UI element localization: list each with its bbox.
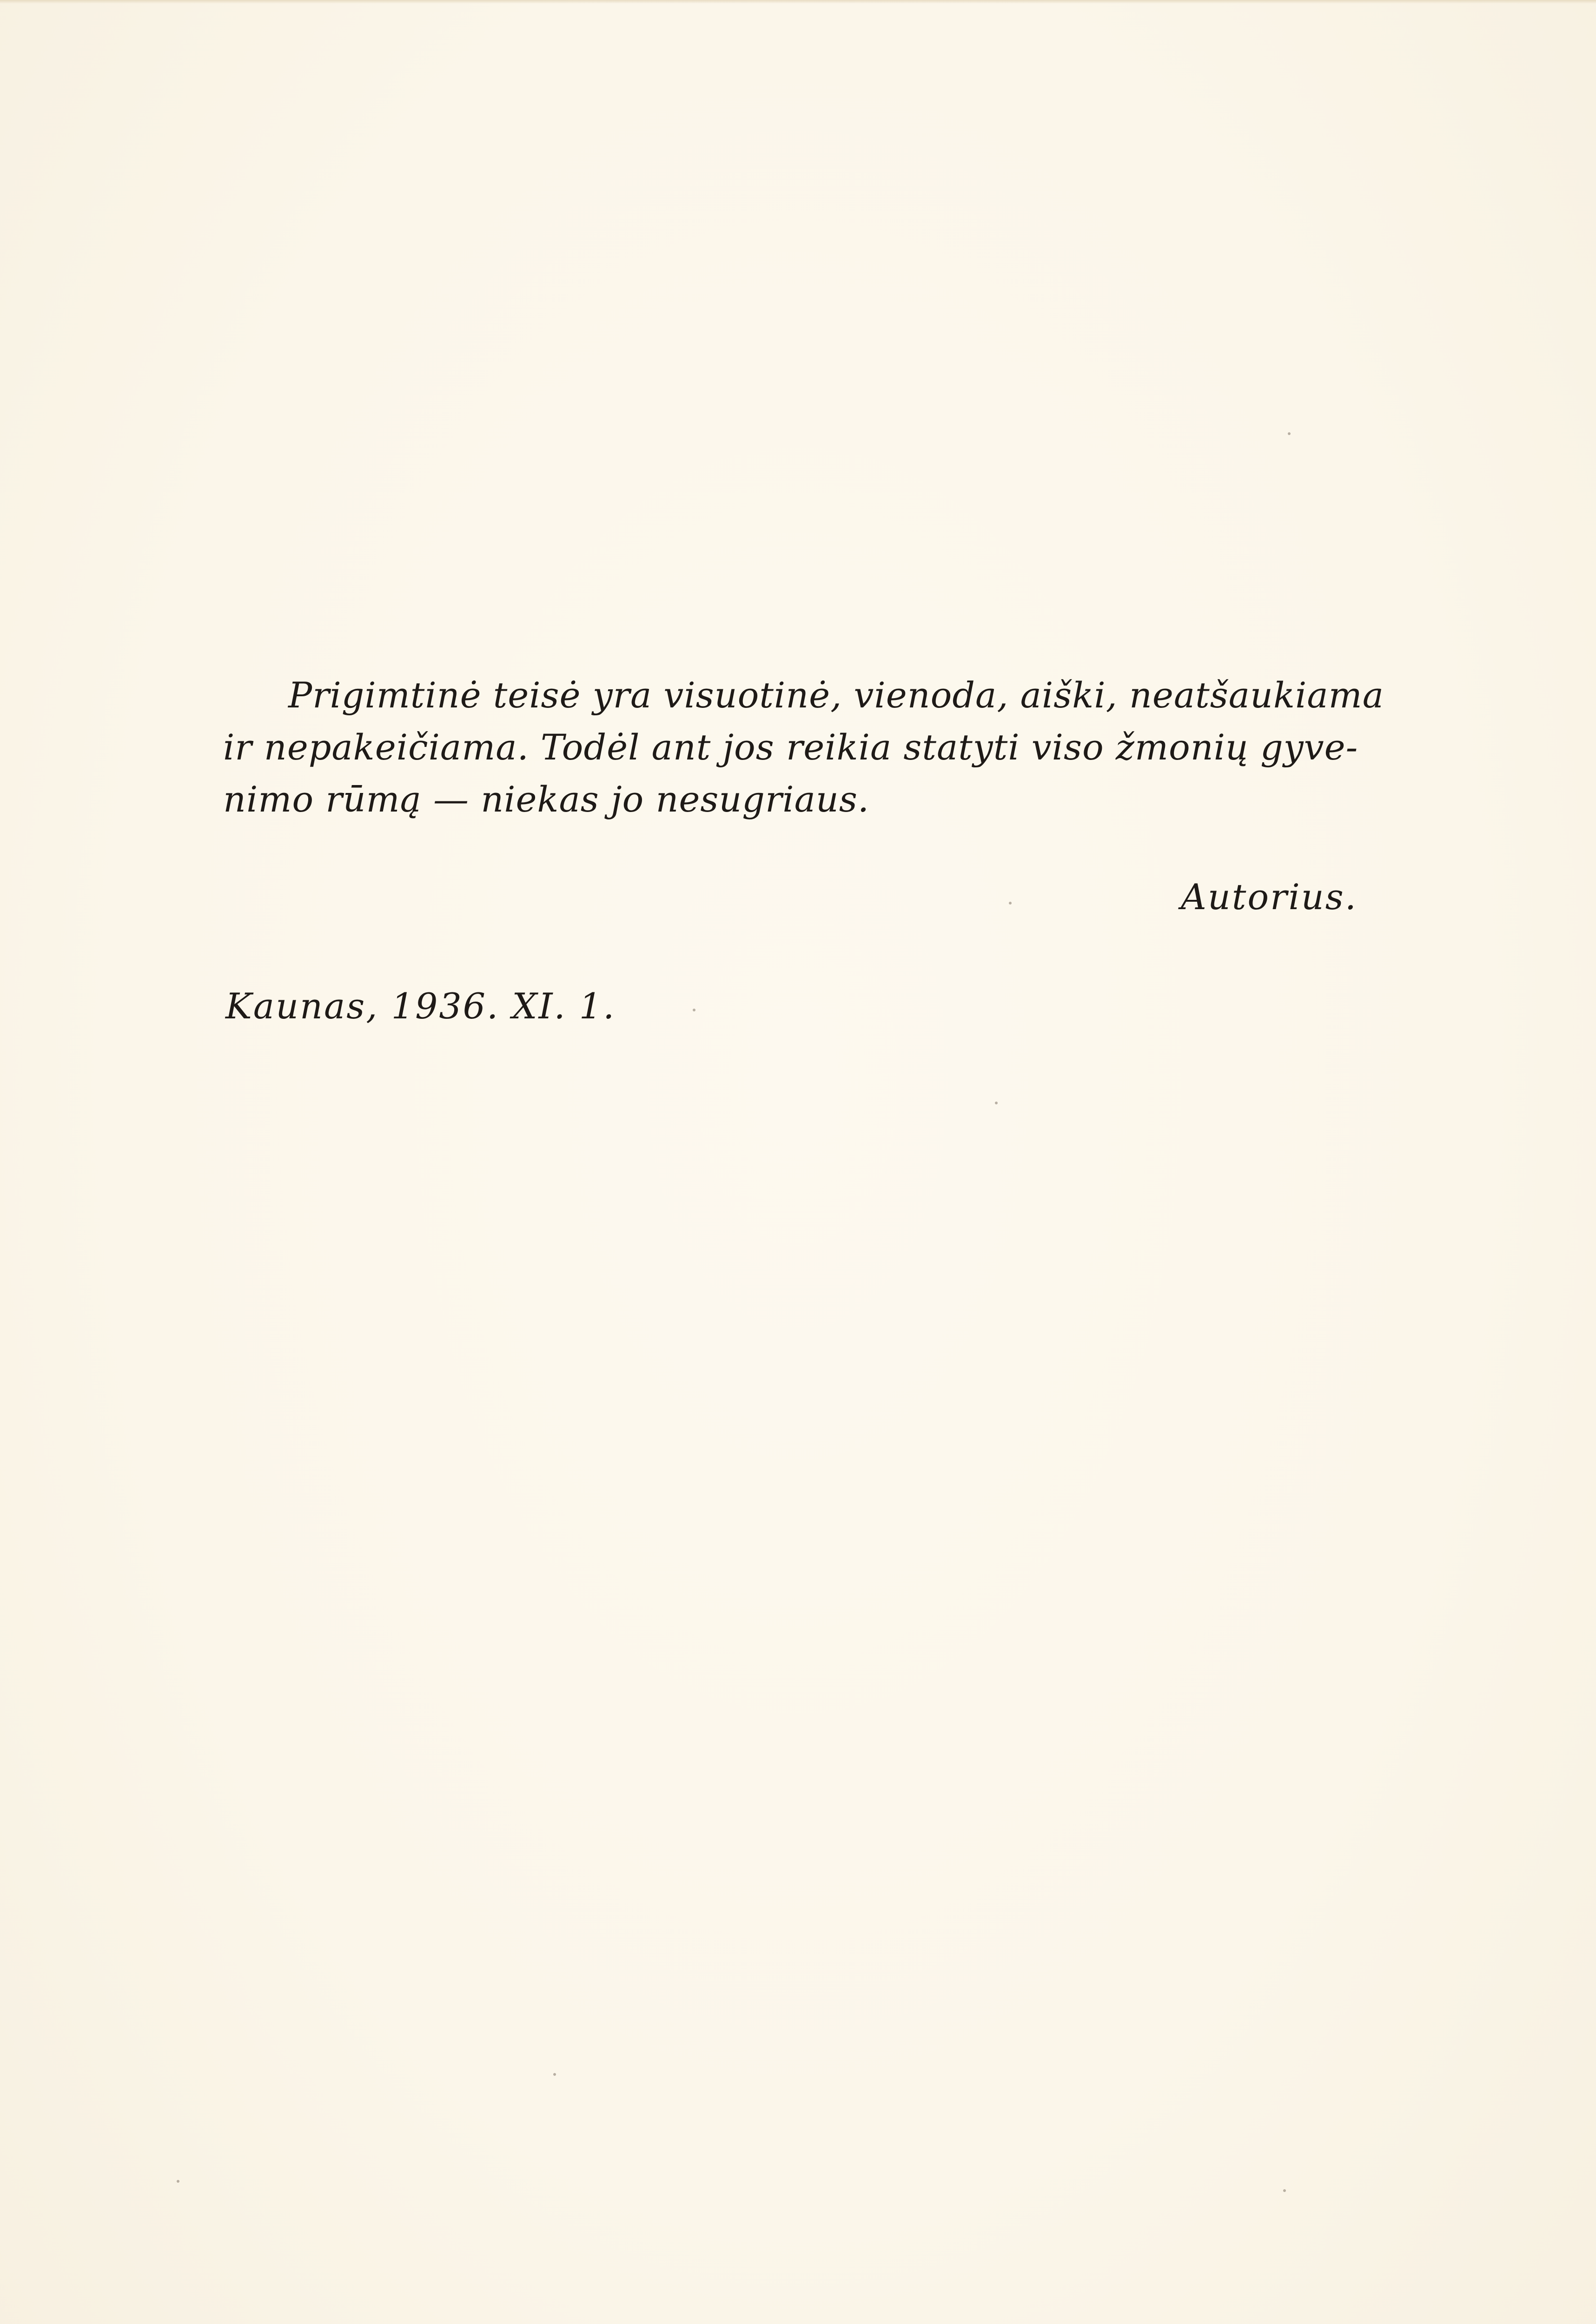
- epigraph-paragraph: [223, 669, 1423, 825]
- epigraph-line-1: Prigimtinė teisė yra visuotinė, vienoda, aiški, neatšaukiama: [288, 674, 1384, 716]
- paper-speck: [177, 2180, 179, 2183]
- paper-speck: [1009, 902, 1012, 905]
- epigraph-line-3: nimo rūmą — niekas jo nesugriaus.: [223, 779, 870, 820]
- place-date-line: Kaunas, 1936. XI. 1.: [225, 985, 616, 1027]
- author-signature: Autorius.: [1181, 876, 1358, 918]
- paper-speck: [553, 2073, 556, 2076]
- paper-speck: [1283, 2189, 1286, 2192]
- paper-speck: [1288, 432, 1291, 435]
- paper-speck: [693, 1009, 695, 1011]
- paper-speck: [995, 1102, 998, 1104]
- page-top-edge: [0, 0, 1596, 4]
- epigraph-line-2: ir nepakeičiama. Todėl ant jos reikia statyti viso žmonių gyve-: [223, 726, 1358, 768]
